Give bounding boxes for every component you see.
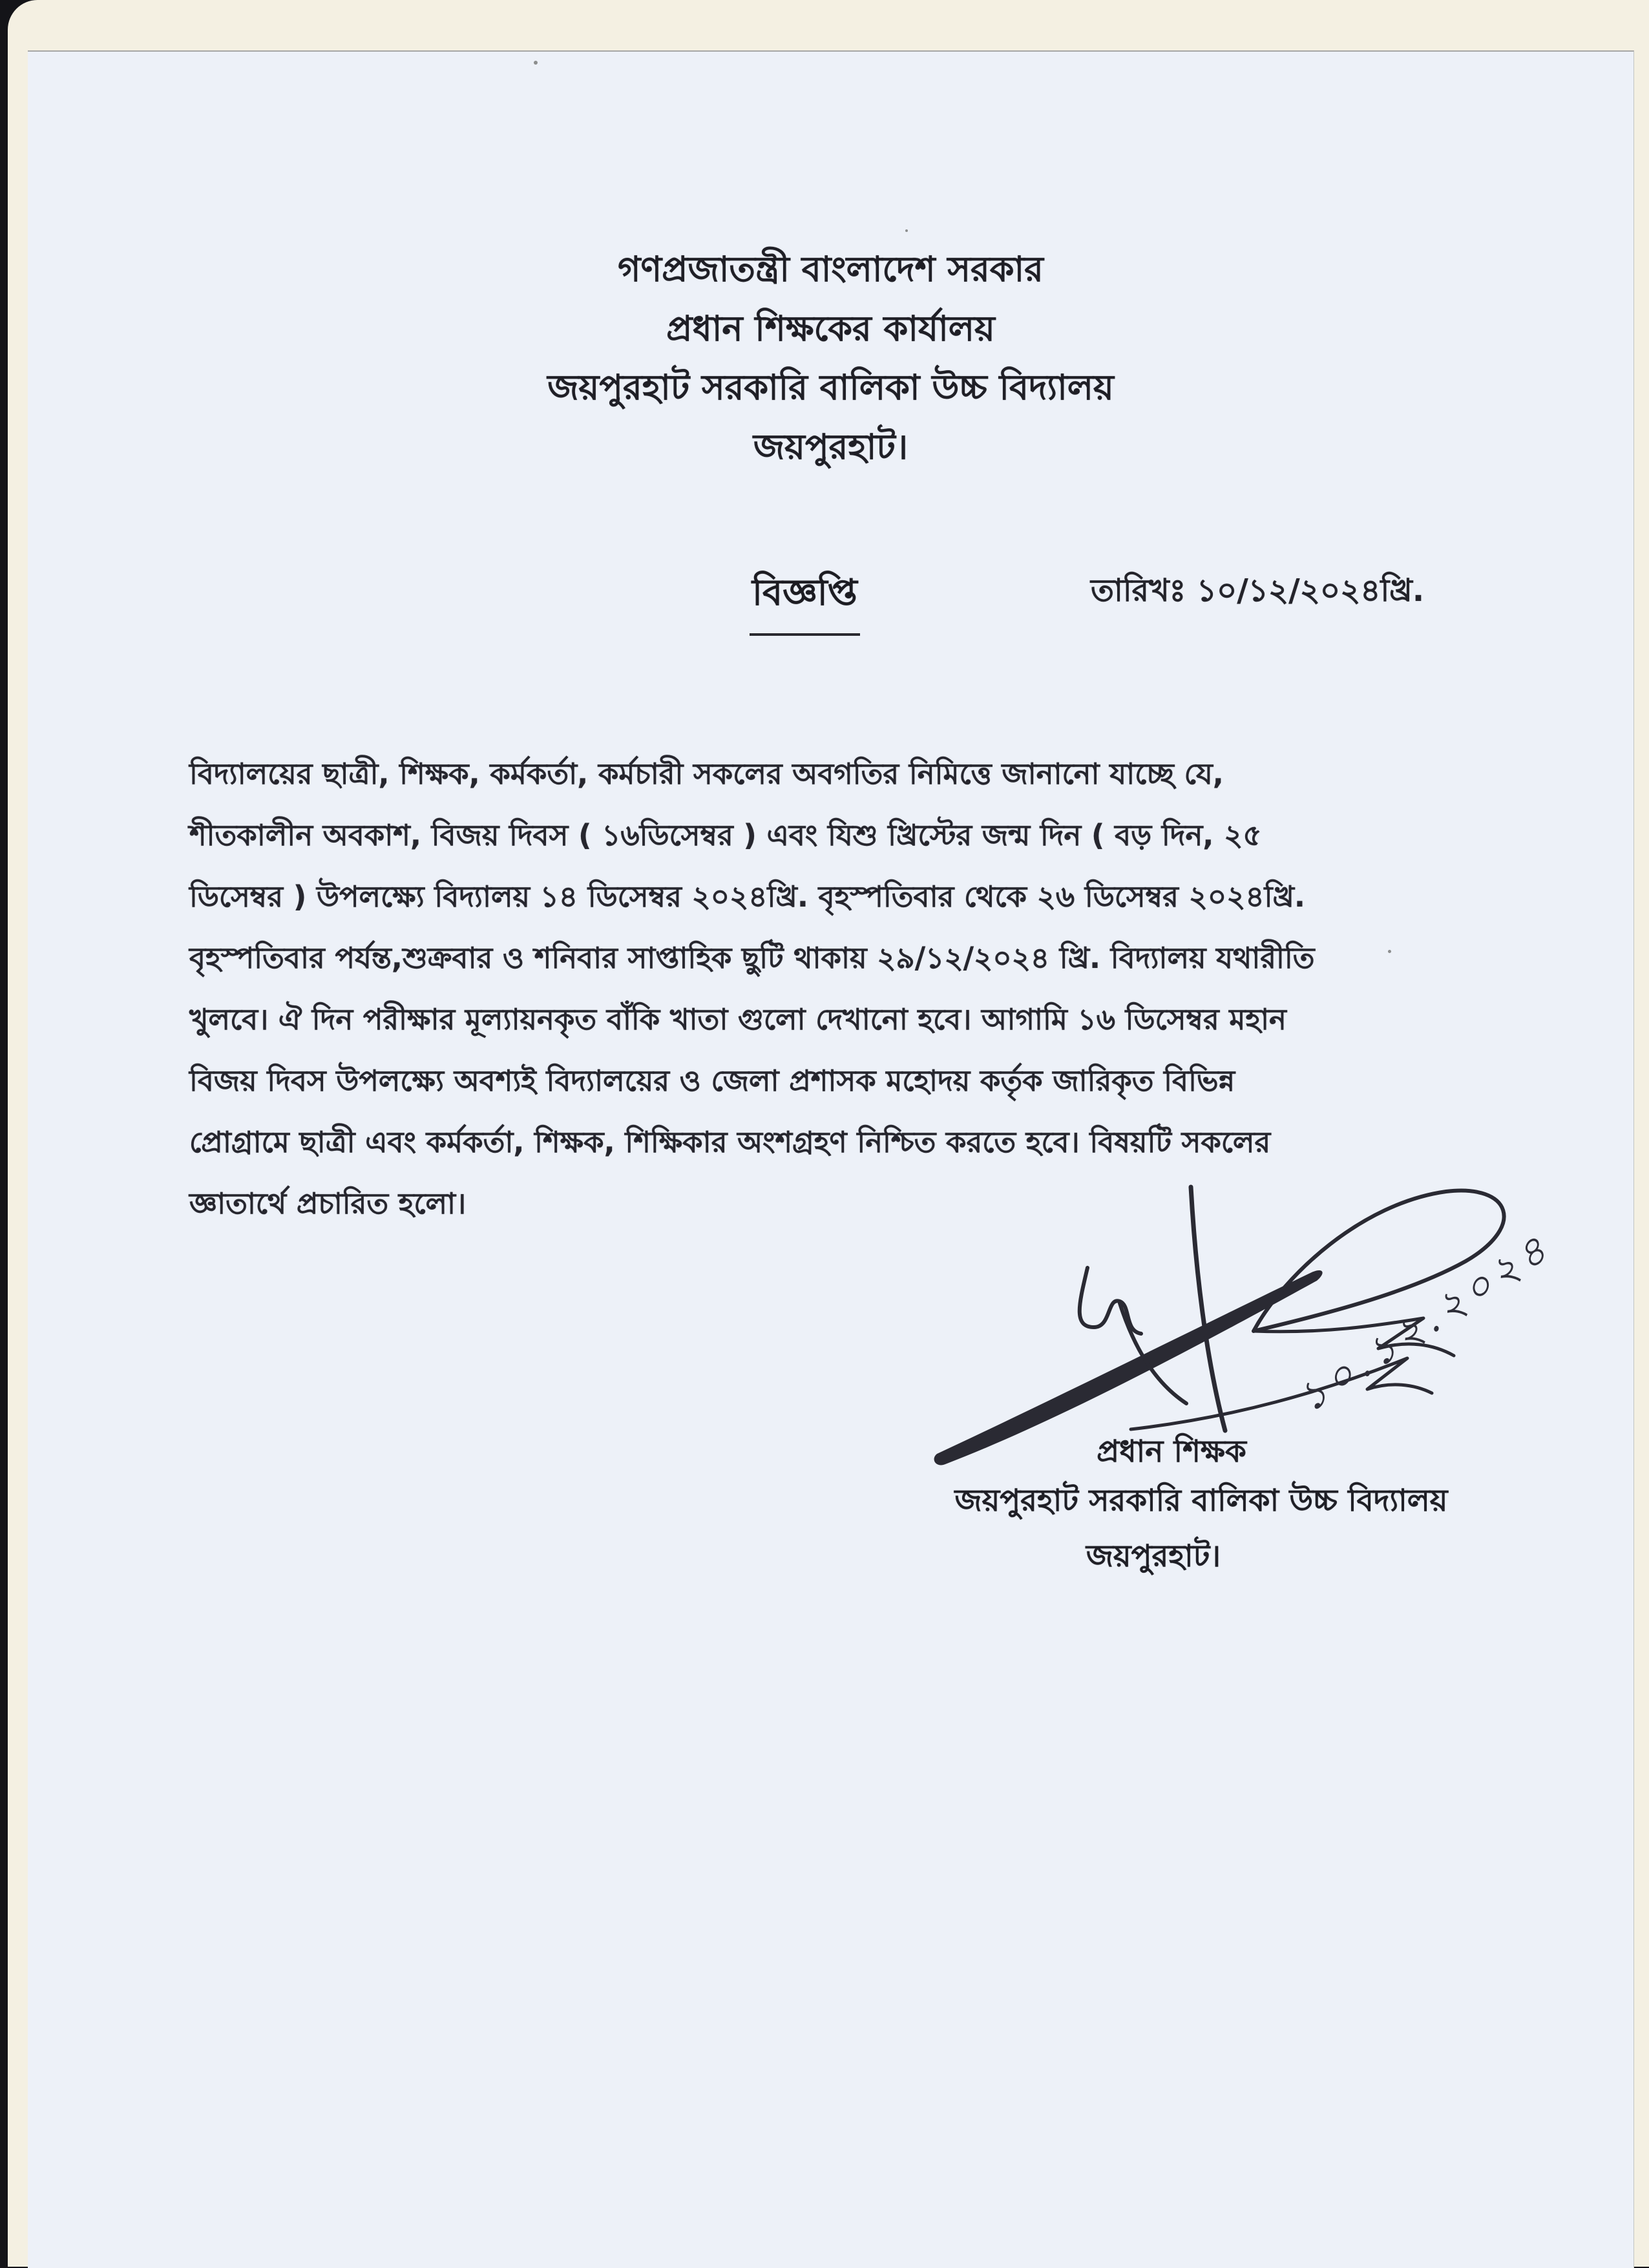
- body-line: বিজয় দিবস উপলক্ষ্যে অবশ্যই বিদ্যালয়ের ও জেলা প্রশাসক মহোদয় কর্তৃক জারিকৃত বিভিন্ন: [189, 1064, 1235, 1098]
- body-line: বৃহস্পতিবার পর্যন্ত,শুক্রবার ও শনিবার সাপ্তাহিক ছুটি থাকায় ২৯/১২/২০২৪ খ্রি. বিদ্যালয় যথারীতি: [189, 941, 1315, 975]
- signer-title: প্রধান শিক্ষক: [1097, 1434, 1246, 1469]
- header-school-line: জয়পুরহাট সরকারি বালিকা উচ্চ বিদ্যালয়: [547, 367, 1114, 408]
- signer-school: জয়পুরহাট সরকারি বালিকা উচ্চ বিদ্যালয়: [954, 1483, 1448, 1518]
- body-line: ডিসেম্বর ) উপলক্ষ্যে বিদ্যালয় ১৪ ডিসেম্বর ২০২৪খ্রি. বৃহস্পতিবার থেকে ২৬ ডিসেম্বর ২০২৪খ্রি.: [189, 879, 1306, 914]
- notice-page: [28, 50, 1634, 2268]
- notice-date: তারিখঃ ১০/১২/২০২৪খ্রি.: [1091, 572, 1425, 609]
- scan-speck: [534, 61, 538, 65]
- header-district-line: জয়পুরহাট।: [753, 426, 909, 467]
- header-government-line: গণপ্রজাতন্ত্রী বাংলাদেশ সরকার: [618, 249, 1044, 289]
- handwritten-date: ১০.১২.২০২৪: [1289, 1223, 1560, 1422]
- scan-speck: [1388, 950, 1391, 953]
- scan-speck: [905, 229, 908, 232]
- signer-district: জয়পুরহাট।: [1086, 1538, 1221, 1574]
- title-row: [28, 565, 1633, 642]
- body-line: প্রোগ্রামে ছাত্রী এবং কর্মকর্তা, শিক্ষক, শিক্ষিকার অংশগ্রহণ নিশ্চিত করতে হবে। বিষয়টি সকলের: [189, 1125, 1271, 1159]
- header-office-line: প্রধান শিক্ষকের কার্যালয়: [666, 308, 995, 349]
- body-line: শীতকালীন অবকাশ, বিজয় দিবস ( ১৬ডিসেম্বর ) এবং যিশু খ্রিস্টের জন্ম দিন ( বড় দিন, ২৫: [189, 818, 1262, 852]
- body-line: বিদ্যালয়ের ছাত্রী, শিক্ষক, কর্মকর্তা, কর্মচারী সকলের অবগতির নিমিত্তে জানানো যাচ্ছে যে,: [189, 757, 1224, 791]
- body-paragraph: [189, 743, 1488, 1234]
- notice-title: বিজ্ঞপ্তি: [750, 565, 860, 636]
- body-line: জ্ঞাতার্থে প্রচারিত হলো।: [189, 1186, 467, 1221]
- body-line: খুলবে। ঐ দিন পরীক্ষার মূল্যায়নকৃত বাঁকি খাতা গুলো দেখানো হবে। আগামি ১৬ ডিসেম্বর মহান: [189, 1002, 1287, 1036]
